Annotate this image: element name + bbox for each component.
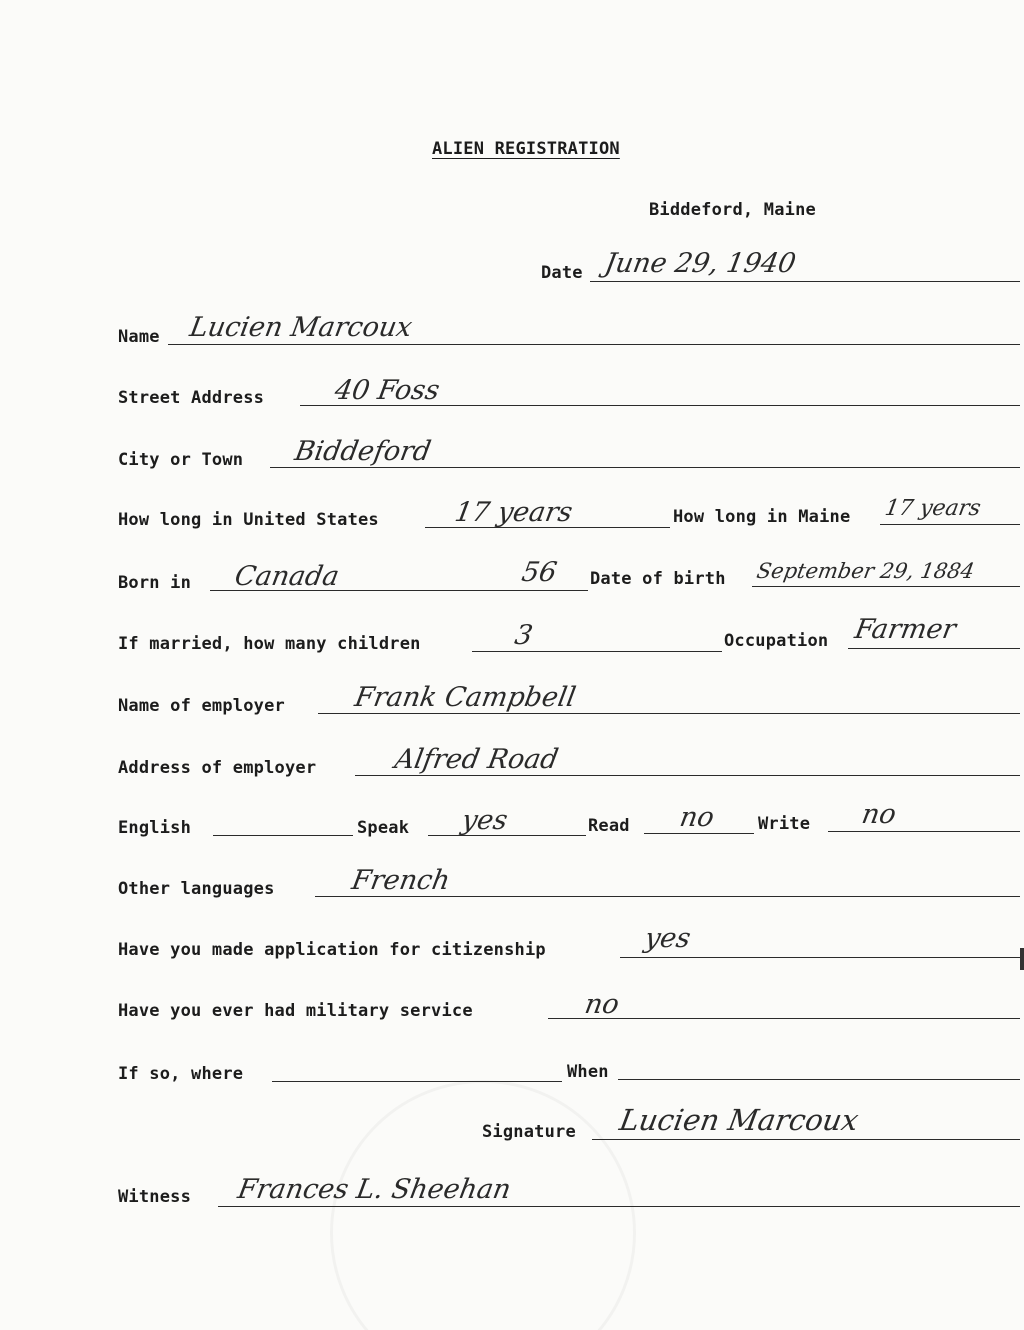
children-label: If married, how many children [118, 634, 421, 654]
when-label: When [567, 1062, 609, 1082]
name-label: Name [118, 327, 160, 347]
when-line [618, 1079, 1020, 1080]
occupation-value: Farmer [852, 614, 959, 645]
born-label: Born in [118, 573, 192, 593]
emp-address-line [355, 775, 1020, 776]
date-line [590, 281, 1020, 282]
other-lang-value: French [349, 865, 453, 896]
witness-label: Witness [118, 1187, 192, 1207]
write-label: Write [758, 814, 811, 834]
where-label: If so, where [118, 1064, 244, 1084]
faint-stamp [330, 1080, 636, 1330]
children-value: 3 [512, 620, 536, 651]
witness-line [218, 1206, 1020, 1207]
emp-address-value: Alfred Road [392, 744, 561, 775]
born-value: Canada [232, 561, 342, 592]
emp-address-label: Address of employer [118, 758, 317, 778]
dob-line [752, 586, 1020, 587]
us-label: How long in United States [118, 510, 379, 530]
us-value: 17 years [452, 497, 575, 528]
occupation-label: Occupation [724, 631, 829, 651]
witness-value: Frances L. Sheehan [235, 1174, 514, 1205]
citizenship-value: yes [642, 923, 693, 954]
occupation-line [848, 648, 1020, 649]
employer-label: Name of employer [118, 696, 285, 716]
english-label: English [118, 818, 192, 838]
write-value: no [859, 799, 899, 830]
where-line [272, 1081, 562, 1082]
citizenship-line [620, 957, 1020, 958]
maine-line [880, 524, 1020, 525]
english-line [213, 835, 353, 836]
city-line [270, 467, 1020, 468]
date-label: Date [541, 263, 583, 283]
city-value: Biddeford [292, 436, 434, 467]
street-value: 40 Foss [332, 375, 442, 406]
signature-line [592, 1139, 1020, 1140]
other-lang-line [315, 896, 1020, 897]
signature-value: Lucien Marcoux [617, 1103, 862, 1137]
form-title: ALIEN REGISTRATION [432, 139, 620, 159]
children-line [472, 651, 722, 652]
speak-line [428, 835, 586, 836]
citizenship-label: Have you made application for citizenship [118, 940, 546, 960]
signature-label: Signature [482, 1122, 576, 1142]
speak-value: yes [459, 805, 510, 836]
date-value: June 29, 1940 [602, 248, 799, 279]
edge-mark [1020, 948, 1024, 970]
speak-label: Speak [357, 818, 410, 838]
read-line [644, 833, 754, 834]
military-value: no [582, 989, 622, 1020]
read-label: Read [588, 816, 630, 836]
employer-line [318, 713, 1020, 714]
name-value: Lucien Marcoux [187, 312, 415, 343]
dob-value: September 29, 1884 [754, 559, 977, 583]
read-value: no [677, 802, 717, 833]
name-line [168, 344, 1020, 345]
dob-label: Date of birth [590, 569, 726, 589]
military-label: Have you ever had military service [118, 1001, 473, 1021]
military-line [548, 1018, 1020, 1019]
write-line [828, 831, 1020, 832]
street-label: Street Address [118, 388, 265, 408]
age-value: 56 [519, 557, 560, 588]
maine-value: 17 years [882, 496, 983, 521]
maine-label: How long in Maine [673, 507, 851, 527]
place-label: Biddeford, Maine [649, 200, 816, 220]
other-lang-label: Other languages [118, 879, 275, 899]
city-label: City or Town [118, 450, 244, 470]
employer-value: Frank Campbell [352, 682, 579, 713]
